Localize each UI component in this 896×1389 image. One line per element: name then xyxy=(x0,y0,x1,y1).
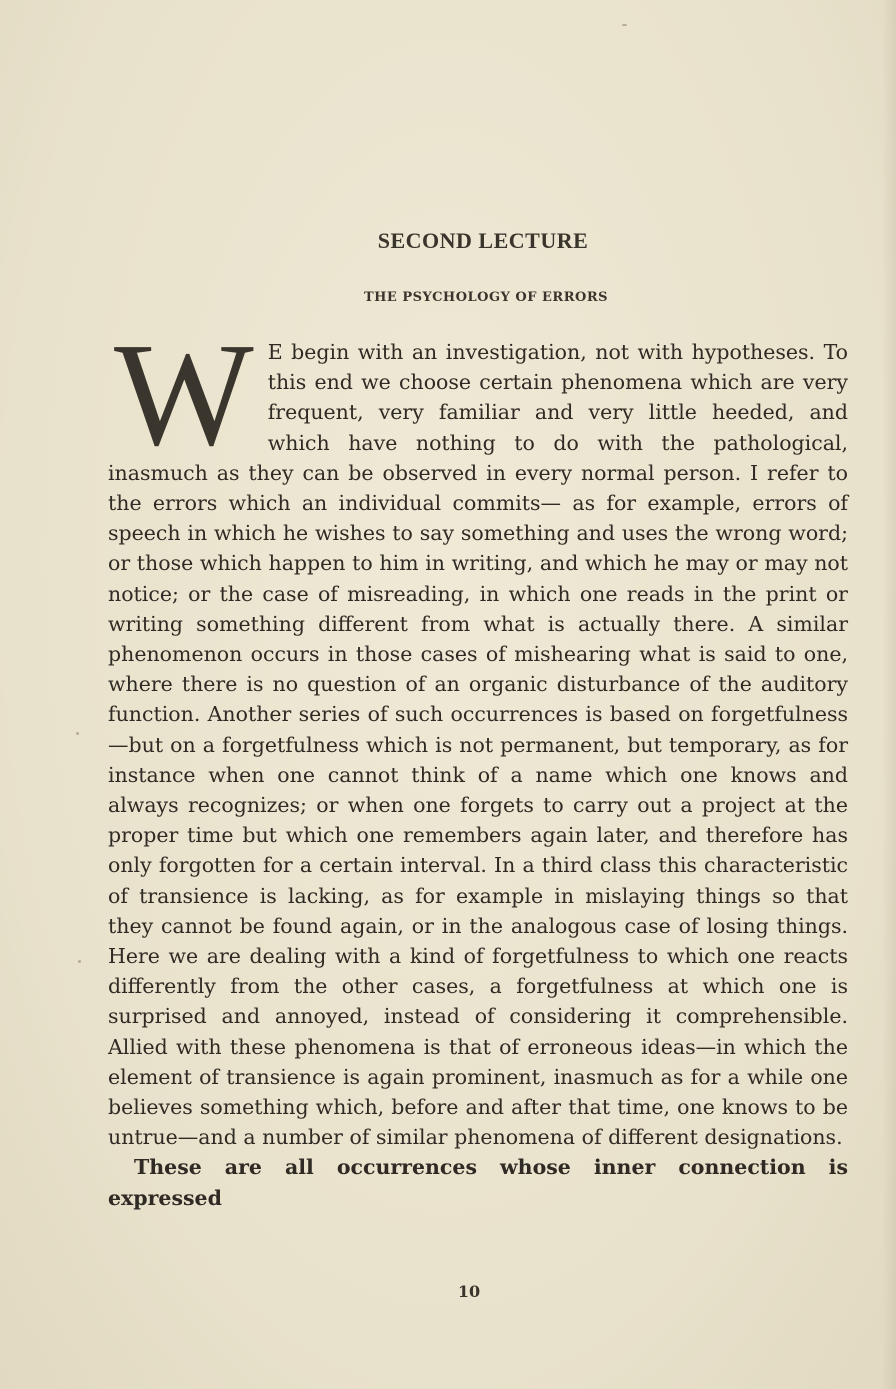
lecture-subheading: THE PSYCHOLOGY OF ERRORS xyxy=(363,290,609,305)
paper-speck xyxy=(78,960,81,963)
lecture-heading: SECOND LECTURE xyxy=(377,228,589,253)
paragraph-1 xyxy=(108,313,848,1152)
body-text xyxy=(108,313,848,1213)
page-number: 10 xyxy=(457,1282,481,1301)
paper-speck xyxy=(622,24,627,26)
paragraph-1-text: E begin with an investigation, not with hypotheses. To this end we choose certain phenomena which are very frequent, very familiar and very little heeded, and which have nothing to do with the pathological, inasmuch as they can be observed in every normal person. I refer to the errors which an individual commits— as for example, errors of speech in which he wishes to say something and uses the wrong word; or those which happen to him in writing, and which he may or may not notice; or the case of misreading, in which one reads in the print or writing something different from what is actually there. A similar phenomenon occurs in those cases of mishearing what is said to one, where there is no question of an organic disturbance of the auditory function. Another series of such occurrences is based on forgetfulness—but on a forgetfulness which is not permanent, but temporary, as for instance when one cannot think of a name which one knows and always recognizes; or when one forgets to carry out a project at the proper time but which one remembers again later, and therefore has only forgotten for a certain interval. In a third class this characteristic of transience is lacking, as for example in mislaying things so that they cannot be found again, or in the analogous case of losing things. Here we are dealing with a kind of forgetfulness to which one reacts differently from the other cases, a forgetfulness at which one is surprised and annoyed, instead of considering it comprehensible. Allied with these phenomena is that of erroneous ideas—in which the element of transience is again prominent, inasmuch as for a while one believes something which, before and after that time, one knows to be untrue—and a number of similar phenomena of different designations. xyxy=(108,340,848,1150)
drop-cap: W xyxy=(114,313,254,477)
paragraph-2: These are all occurrences whose inner connection is expressed xyxy=(108,1155,848,1210)
paper-speck xyxy=(76,732,79,735)
